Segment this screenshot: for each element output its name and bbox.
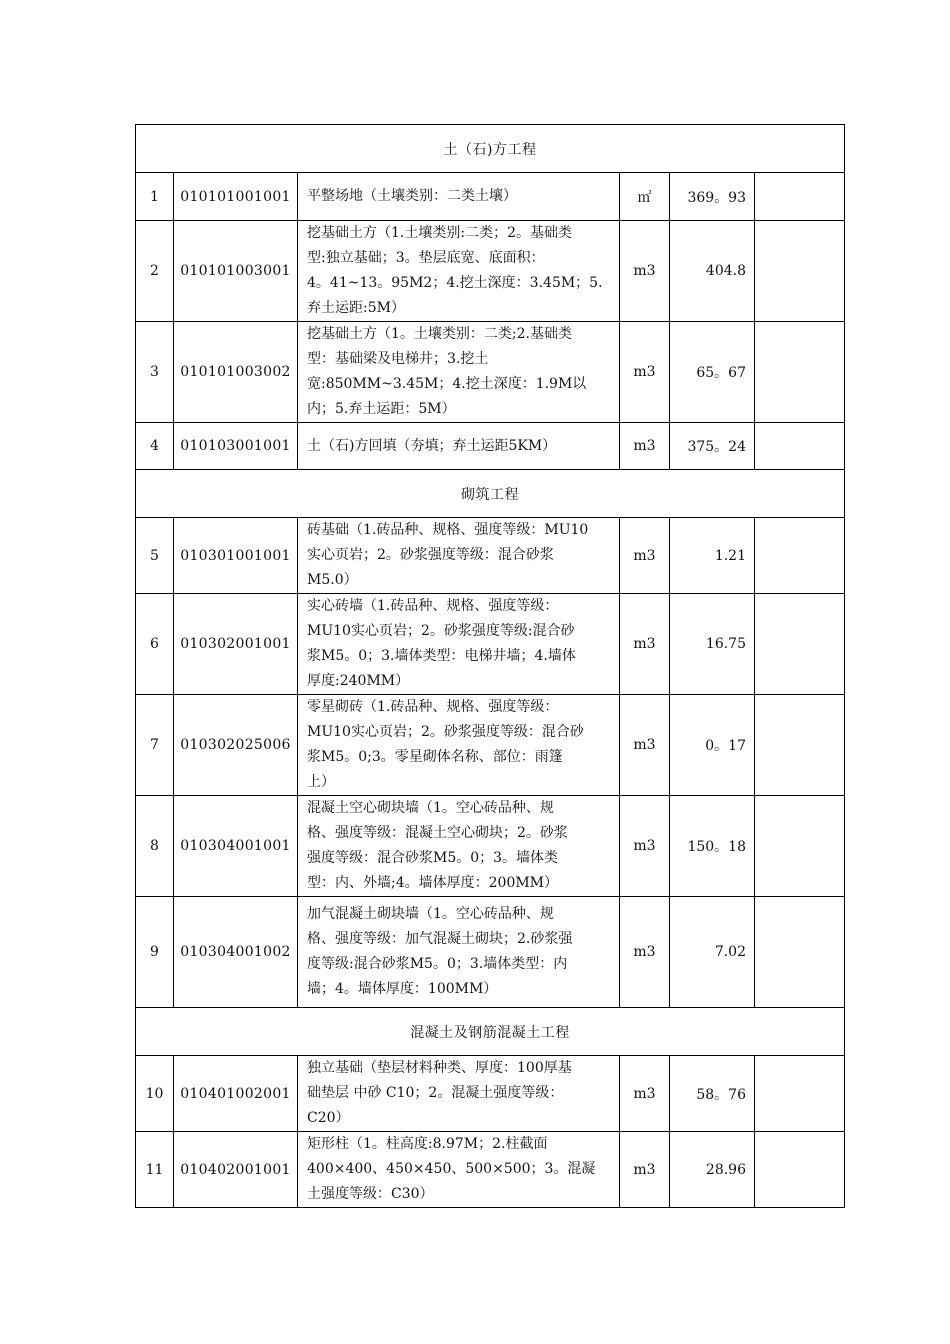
- item-number: 5: [136, 518, 174, 594]
- table-row: [136, 173, 845, 221]
- section-header-row: [136, 470, 845, 518]
- item-description: 砖基础（1.砖品种、规格、强度等级：MU10 实心页岩；2。砂浆强度等级：混合砂浆 M5.0）: [298, 518, 620, 594]
- table-body: [136, 125, 845, 1208]
- bill-of-quantities-table: [135, 124, 845, 1208]
- item-unit: m3: [620, 796, 670, 897]
- table-row: [136, 518, 845, 594]
- item-description: 独立基础（垫层材料种类、厚度：100厚基 础垫层 中砂 C10；2。混凝土强度等级： C20）: [298, 1056, 620, 1132]
- item-number: 1: [136, 173, 174, 221]
- item-unit: m3: [620, 594, 670, 695]
- item-remark: [755, 594, 845, 695]
- item-number: 9: [136, 897, 174, 1008]
- item-quantity: 369。93: [670, 173, 755, 221]
- table-row: [136, 695, 845, 796]
- item-unit: m3: [620, 322, 670, 423]
- item-number: 11: [136, 1132, 174, 1208]
- item-quantity: 16.75: [670, 594, 755, 695]
- item-remark: [755, 796, 845, 897]
- item-quantity: 0。17: [670, 695, 755, 796]
- item-quantity: 1.21: [670, 518, 755, 594]
- item-code: 010101001001: [174, 173, 298, 221]
- section-title: 土（石)方工程: [136, 125, 845, 173]
- item-remark: [755, 695, 845, 796]
- item-description: 加气混凝土砌块墙（1。空心砖品种、规 格、强度等级：加气混凝土砌块；2.砂浆强 度等级:混合砂浆M5。0；3.墙体类型：内 墙；4。墙体厚度：100MM）: [298, 897, 620, 1008]
- section-title: 混凝土及钢筋混凝土工程: [136, 1008, 845, 1056]
- item-unit: m3: [620, 1056, 670, 1132]
- item-unit: ㎡: [620, 173, 670, 221]
- item-remark: [755, 1132, 845, 1208]
- item-code: 010304001002: [174, 897, 298, 1008]
- table-row: [136, 322, 845, 423]
- item-code: 010302001001: [174, 594, 298, 695]
- item-code: 010103001001: [174, 423, 298, 470]
- item-code: 010304001001: [174, 796, 298, 897]
- item-number: 8: [136, 796, 174, 897]
- item-description: 挖基础土方（1.土壤类别:二类；2。基础类 型:独立基础；3。垫层底宽、底面积： 4。41~13。95M2；4.挖土深度：3.45M；5. 弃土运距:5M）: [298, 221, 620, 322]
- section-title: 砌筑工程: [136, 470, 845, 518]
- item-code: 010401002001: [174, 1056, 298, 1132]
- item-code: 010101003001: [174, 221, 298, 322]
- item-number: 4: [136, 423, 174, 470]
- item-quantity: 375。24: [670, 423, 755, 470]
- item-number: 2: [136, 221, 174, 322]
- table-row: [136, 221, 845, 322]
- item-code: 010301001001: [174, 518, 298, 594]
- item-remark: [755, 221, 845, 322]
- section-header-row: [136, 1008, 845, 1056]
- table-row: [136, 1132, 845, 1208]
- item-quantity: 28.96: [670, 1132, 755, 1208]
- item-code: 010101003002: [174, 322, 298, 423]
- item-unit: m3: [620, 695, 670, 796]
- item-quantity: 404.8: [670, 221, 755, 322]
- item-number: 6: [136, 594, 174, 695]
- item-quantity: 7.02: [670, 897, 755, 1008]
- item-description: 混凝土空心砌块墙（1。空心砖品种、规 格、强度等级：混凝土空心砌块；2。砂浆 强度等级：混合砂浆M5。0；3。墙体类 型：内、外墙;4。墙体厚度：200MM）: [298, 796, 620, 897]
- item-description: 实心砖墙（1.砖品种、规格、强度等级： MU10实心页岩；2。砂浆强度等级:混合砂 浆M5。0；3.墙体类型：电梯井墙；4.墙体 厚度:240MM）: [298, 594, 620, 695]
- item-description: 平整场地（土壤类别：二类土壤）: [298, 173, 620, 221]
- item-unit: m3: [620, 221, 670, 322]
- item-number: 7: [136, 695, 174, 796]
- item-number: 10: [136, 1056, 174, 1132]
- table-row: [136, 594, 845, 695]
- item-remark: [755, 897, 845, 1008]
- table-row: [136, 897, 845, 1008]
- section-header-row: [136, 125, 845, 173]
- item-remark: [755, 173, 845, 221]
- item-description: 零星砌砖（1.砖品种、规格、强度等级： MU10实心页岩；2。砂浆强度等级：混合砂 浆M5。0;3。零星砌体名称、部位：雨篷 上）: [298, 695, 620, 796]
- item-number: 3: [136, 322, 174, 423]
- item-quantity: 150。18: [670, 796, 755, 897]
- item-unit: m3: [620, 518, 670, 594]
- table-row: [136, 1056, 845, 1132]
- item-unit: m3: [620, 1132, 670, 1208]
- table-row: [136, 796, 845, 897]
- item-code: 010402001001: [174, 1132, 298, 1208]
- table-row: [136, 423, 845, 470]
- item-description: 挖基础土方（1。土壤类别：二类;2.基础类 型：基础梁及电梯井；3.挖土 宽:850MM~3.45M；4.挖土深度：1.9M以 内；5.弃土运距：5M）: [298, 322, 620, 423]
- item-remark: [755, 423, 845, 470]
- item-quantity: 58。76: [670, 1056, 755, 1132]
- item-unit: m3: [620, 423, 670, 470]
- item-remark: [755, 322, 845, 423]
- item-remark: [755, 518, 845, 594]
- item-code: 010302025006: [174, 695, 298, 796]
- item-remark: [755, 1056, 845, 1132]
- item-description: 矩形柱（1。柱高度:8.97M；2.柱截面 400×400、450×450、500×500；3。混凝 土强度等级：C30）: [298, 1132, 620, 1208]
- item-description: 土（石)方回填（夯填；弃土运距5KM）: [298, 423, 620, 470]
- item-unit: m3: [620, 897, 670, 1008]
- item-quantity: 65。67: [670, 322, 755, 423]
